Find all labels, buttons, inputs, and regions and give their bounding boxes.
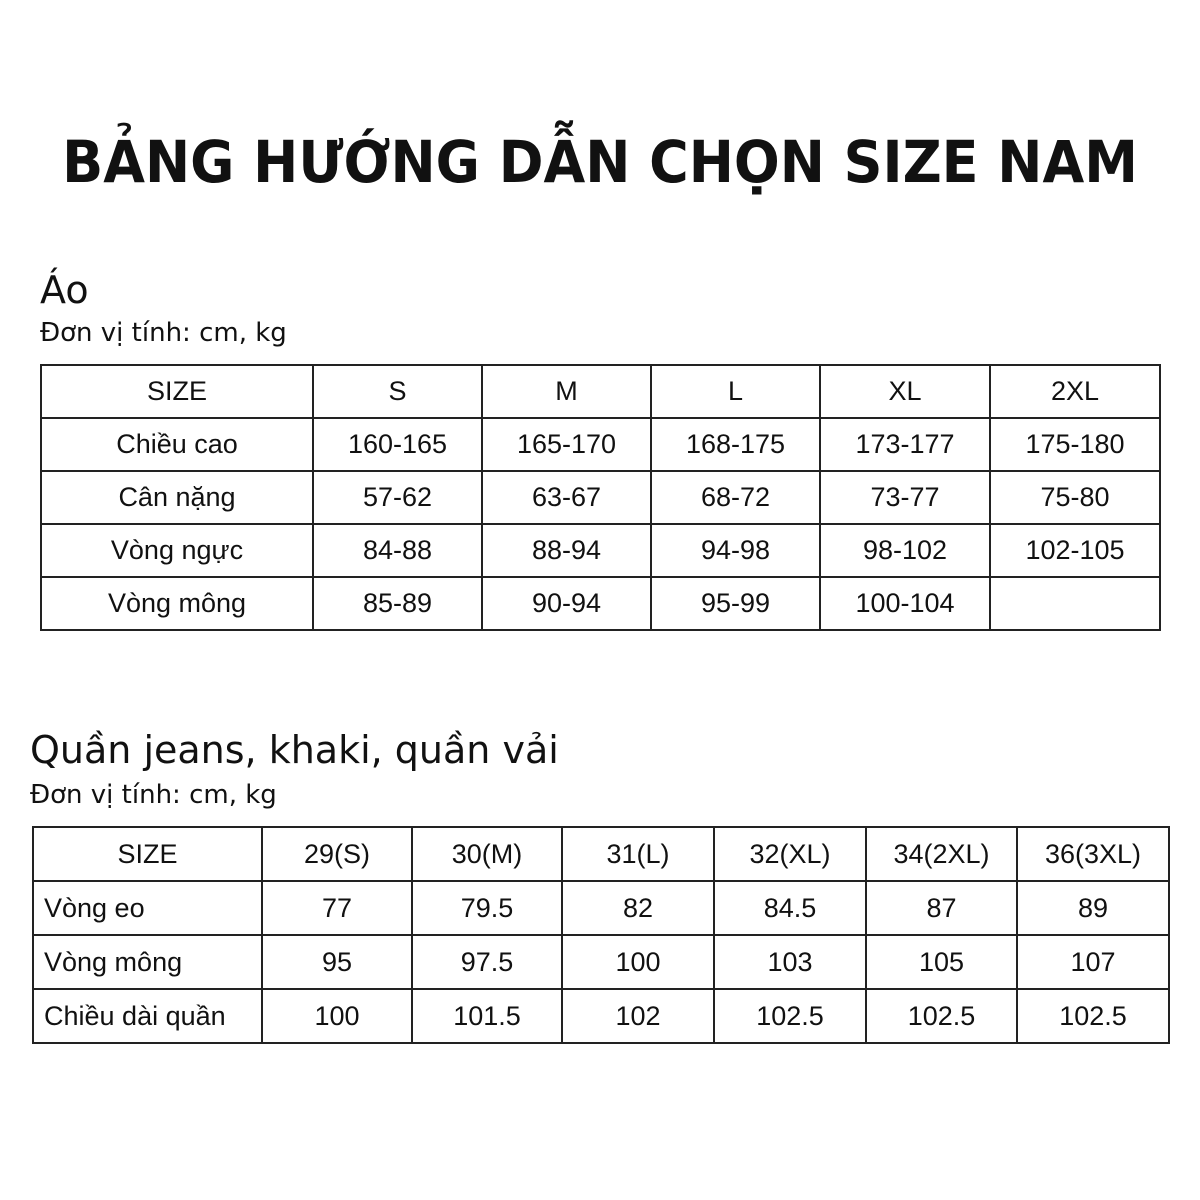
table-cell: 84.5	[714, 881, 866, 935]
table-header-cell: 34(2XL)	[866, 827, 1017, 881]
table-cell: 89	[1017, 881, 1169, 935]
table-header-cell: 36(3XL)	[1017, 827, 1169, 881]
table-cell: 100-104	[820, 577, 990, 630]
table-cell: 84-88	[313, 524, 482, 577]
row-label-cell: Vòng ngực	[41, 524, 313, 577]
table-row	[41, 524, 1160, 577]
table-row	[41, 418, 1160, 471]
table-cell: 102	[562, 989, 714, 1043]
table-cell: 168-175	[651, 418, 820, 471]
table-cell: 173-177	[820, 418, 990, 471]
table-cell: 105	[866, 935, 1017, 989]
table-cell: 98-102	[820, 524, 990, 577]
table-header-cell: 32(XL)	[714, 827, 866, 881]
table-header-cell: 30(M)	[412, 827, 562, 881]
row-label-cell: Vòng mông	[33, 935, 262, 989]
table-row	[41, 471, 1160, 524]
table-cell: 95-99	[651, 577, 820, 630]
row-label-cell: Vòng mông	[41, 577, 313, 630]
table-cell: 97.5	[412, 935, 562, 989]
shirt-section-title: Áo	[40, 268, 89, 312]
row-label-cell: Cân nặng	[41, 471, 313, 524]
table-cell: 68-72	[651, 471, 820, 524]
table-cell: 77	[262, 881, 412, 935]
table-cell: 90-94	[482, 577, 651, 630]
table-cell: 88-94	[482, 524, 651, 577]
table-cell: 73-77	[820, 471, 990, 524]
table-cell: 95	[262, 935, 412, 989]
table-cell: 87	[866, 881, 1017, 935]
table-cell: 75-80	[990, 471, 1160, 524]
row-label-cell: Vòng eo	[33, 881, 262, 935]
table-cell: 101.5	[412, 989, 562, 1043]
table-header-cell: L	[651, 365, 820, 418]
table-cell: 82	[562, 881, 714, 935]
table-cell: 79.5	[412, 881, 562, 935]
shirt-size-table	[40, 364, 1161, 631]
pants-unit-note: Đơn vị tính: cm, kg	[30, 780, 277, 810]
table-header-cell: 2XL	[990, 365, 1160, 418]
row-label-cell: Chiều cao	[41, 418, 313, 471]
table-cell: 100	[562, 935, 714, 989]
table-header-cell: XL	[820, 365, 990, 418]
table-cell: 100	[262, 989, 412, 1043]
table-cell: 107	[1017, 935, 1169, 989]
table-row	[33, 935, 1169, 989]
table-cell	[990, 577, 1160, 630]
pants-size-table	[32, 826, 1170, 1044]
table-cell: 103	[714, 935, 866, 989]
table-header-row	[33, 827, 1169, 881]
table-cell: 102.5	[1017, 989, 1169, 1043]
table-cell: 175-180	[990, 418, 1160, 471]
shirt-unit-note: Đơn vị tính: cm, kg	[40, 318, 287, 348]
table-row	[33, 989, 1169, 1043]
pants-section-title: Quần jeans, khaki, quần vải	[30, 728, 559, 772]
table-row	[41, 577, 1160, 630]
table-cell: 160-165	[313, 418, 482, 471]
table-header-row	[41, 365, 1160, 418]
table-cell: 102.5	[866, 989, 1017, 1043]
table-header-cell: SIZE	[33, 827, 262, 881]
table-cell: 165-170	[482, 418, 651, 471]
table-cell: 85-89	[313, 577, 482, 630]
table-cell: 102-105	[990, 524, 1160, 577]
table-header-cell: 31(L)	[562, 827, 714, 881]
table-header-cell: 29(S)	[262, 827, 412, 881]
table-cell: 57-62	[313, 471, 482, 524]
table-cell: 102.5	[714, 989, 866, 1043]
row-label-cell: Chiều dài quần	[33, 989, 262, 1043]
table-header-cell: M	[482, 365, 651, 418]
table-header-cell: S	[313, 365, 482, 418]
table-cell: 63-67	[482, 471, 651, 524]
table-header-cell: SIZE	[41, 365, 313, 418]
table-row	[33, 881, 1169, 935]
page-title: BẢNG HƯỚNG DẪN CHỌN SIZE NAM	[62, 128, 1138, 196]
table-cell: 94-98	[651, 524, 820, 577]
